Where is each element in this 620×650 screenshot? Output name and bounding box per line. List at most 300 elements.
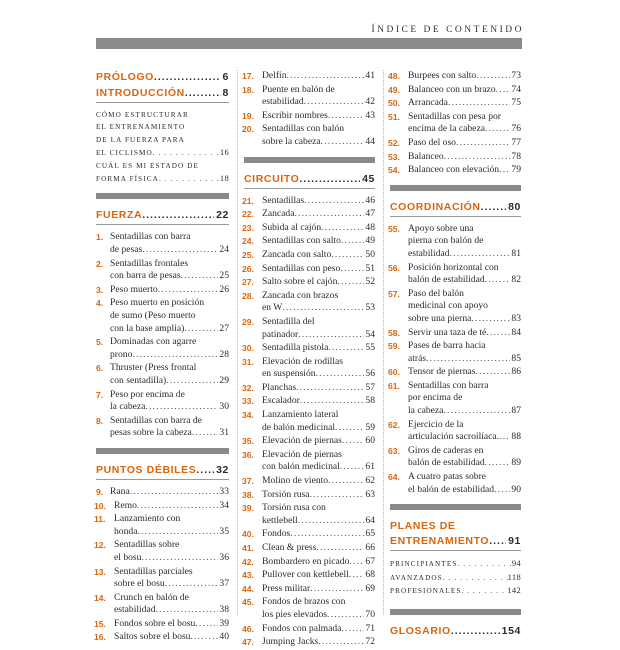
entry-page: 53 [365, 302, 375, 314]
entry-page: 55 [365, 342, 375, 354]
entry-page: 73 [511, 70, 521, 81]
entry-page: 88 [511, 431, 521, 443]
entry-page: 67 [365, 555, 375, 567]
entry-page: 90 [511, 483, 521, 495]
entry-title: Pases de barra hacia [408, 340, 486, 352]
entry-number: 17. [242, 71, 254, 81]
toc-entry[interactable] [390, 445, 521, 470]
entry-title: estabilidad [114, 604, 156, 616]
section-glosario[interactable] [390, 624, 521, 640]
toc-entry[interactable] [244, 70, 375, 83]
entry-title: Giros de caderas en [408, 444, 484, 456]
header-bar [96, 38, 522, 49]
section-fuerza[interactable] [96, 208, 229, 225]
entry-number: 14. [94, 592, 106, 603]
toc-entry[interactable] [244, 208, 375, 221]
entry-number: 47. [242, 637, 254, 648]
section-coordinacion[interactable] [390, 200, 521, 217]
circuito-list-cont [390, 70, 521, 177]
section-title: PUNTOS DÉBILES [96, 463, 197, 476]
entry-title: Zancada [262, 208, 295, 220]
entry-page: 69 [365, 582, 375, 594]
sub-entry[interactable] [96, 134, 229, 146]
entry-page: 38 [219, 604, 229, 616]
entry-page: 49 [365, 235, 375, 247]
toc-entry[interactable] [390, 471, 521, 496]
sub-entry[interactable] [96, 121, 229, 133]
entry-title: Lanzamiento lateral [262, 409, 339, 421]
toc-entry[interactable] [390, 366, 521, 379]
entry-number: 29. [242, 316, 254, 327]
toc-entry[interactable] [390, 151, 521, 164]
entry-number: 12. [94, 540, 106, 551]
entry-number: 11. [94, 514, 106, 525]
toc-entry[interactable] [244, 556, 375, 569]
sub-entry-title: CÓMO ESTRUCTURAR [96, 111, 189, 119]
entry-title: Sentadillas con balón [262, 123, 345, 135]
entry-page: 26 [219, 283, 229, 295]
toc-entry[interactable] [244, 249, 375, 262]
entry-number: 48. [388, 71, 400, 81]
toc-entry[interactable] [244, 409, 375, 434]
entry-title: articulación sacroilíaca. [408, 431, 500, 443]
entry-title: atrás [408, 352, 427, 364]
section-title: COORDINACIÓN [390, 200, 481, 213]
section-page: 6 [222, 71, 229, 83]
toc-entry[interactable] [244, 502, 375, 527]
entry-number: 40. [242, 529, 254, 540]
section-puntos-debiles[interactable] [96, 463, 229, 480]
entry-title: Fondos con palmada [262, 622, 342, 634]
toc-entry[interactable] [96, 631, 229, 644]
entry-page: 59 [365, 421, 375, 433]
toc-entry[interactable] [244, 222, 375, 235]
toc-entry[interactable] [390, 288, 521, 326]
toc-entry[interactable] [244, 542, 375, 555]
entry-number: 16. [94, 632, 106, 643]
entry-page: 62 [365, 475, 375, 487]
entry-number: 20. [242, 124, 254, 135]
sub-entry[interactable] [96, 109, 229, 121]
entry-title: Sentadilla pistola [262, 342, 329, 354]
toc-entry[interactable] [244, 636, 375, 649]
entry-page: 39 [219, 617, 229, 629]
entry-page: 35 [219, 525, 229, 537]
sub-entry[interactable] [96, 146, 229, 159]
entry-title: Press militar [262, 582, 311, 594]
toc-entry[interactable] [244, 528, 375, 541]
entry-page: 81 [511, 247, 521, 259]
entry-number: 44. [242, 583, 254, 594]
section-separator [244, 157, 375, 163]
entry-title: Peso muerto en posición [110, 297, 205, 309]
entry-title: Planchas [262, 381, 297, 393]
entry-title: Elevación de piernas [262, 435, 342, 447]
entry-number: 5. [96, 337, 104, 348]
toc-entry[interactable] [96, 231, 229, 256]
entry-page: 84 [511, 326, 521, 338]
entry-number: 62. [388, 419, 400, 430]
sub-entry[interactable] [390, 584, 521, 597]
section-prologo[interactable] [96, 70, 229, 86]
entry-title: Paso del balón [408, 287, 464, 299]
intro-sublist [96, 109, 229, 185]
entry-number: 54. [388, 165, 400, 176]
toc-entry[interactable] [96, 415, 229, 440]
entry-title: con sentadilla) [110, 374, 167, 386]
entry-page: 47 [365, 208, 375, 220]
entry-title: Sentadillas [262, 194, 305, 206]
entry-page: 76 [511, 123, 521, 135]
entry-number: 60. [388, 367, 400, 378]
section-title: INTRODUCCIÓN [96, 87, 185, 99]
entry-title: Jumping Jacks [262, 636, 319, 648]
entry-page: 70 [365, 608, 375, 620]
entry-page: 72 [365, 636, 375, 648]
entry-title: balón de estabilidad [408, 457, 485, 469]
entry-page: 40 [219, 631, 229, 643]
entry-page: 54 [365, 328, 375, 340]
section-separator [96, 193, 229, 199]
entry-page: 68 [365, 569, 375, 581]
toc-entry[interactable] [244, 276, 375, 289]
section-title: FUERZA [96, 209, 143, 222]
sub-entry-page: 142 [507, 585, 521, 596]
section-title: CIRCUITO [244, 172, 300, 185]
sub-entry-title: EL ENTRENAMIENTO [96, 123, 186, 132]
entry-page: 66 [365, 542, 375, 553]
entry-title: Torsión rusa con [262, 502, 326, 514]
toc-column-2 [244, 70, 375, 650]
sub-entry-page: 94 [511, 558, 521, 569]
entry-title: pesas sobre la cabeza [110, 427, 192, 439]
entry-title: pierna con balón de [408, 235, 484, 247]
toc-entry[interactable] [244, 583, 375, 596]
entry-title: Balanceo [408, 150, 444, 162]
page-header: ÍNDICE DE CONTENIDO [371, 25, 524, 35]
toc-entry[interactable] [244, 123, 375, 148]
toc-entry[interactable] [244, 475, 375, 488]
entry-page: 30 [219, 401, 229, 413]
entry-number: 37. [242, 476, 254, 487]
entry-number: 1. [96, 232, 104, 243]
entry-number: 9. [96, 486, 104, 497]
entry-number: 25. [242, 249, 254, 260]
toc-entry[interactable] [390, 164, 521, 177]
entry-title: Peso muerto [110, 283, 158, 295]
entry-title: de balón medicinal [262, 421, 335, 433]
toc-entry[interactable] [390, 340, 521, 365]
entry-number: 23. [242, 222, 254, 233]
entry-number: 30. [242, 343, 254, 354]
toc-entry[interactable] [244, 623, 375, 636]
sub-entry-page: 16 [219, 147, 229, 158]
entry-page: 33 [219, 485, 229, 497]
entry-page: 60 [365, 435, 375, 447]
entry-title: Remo [114, 499, 137, 511]
entry-title: encima de la cabeza [408, 123, 485, 135]
entry-page: 61 [365, 461, 375, 473]
entry-title: Sentadillas con barra [408, 379, 489, 391]
entry-page: 43 [365, 109, 375, 121]
section-page: 80 [508, 200, 521, 213]
entry-number: 42. [242, 556, 254, 567]
entry-title: Thruster (Press frontal [110, 362, 197, 374]
entry-title: Fondos de brazos con [262, 596, 346, 608]
entry-page: 28 [219, 348, 229, 360]
sub-entry[interactable] [390, 571, 521, 584]
entry-number: 21. [242, 195, 254, 206]
entry-title: Servir una taza de té [408, 326, 487, 338]
sub-entry[interactable] [390, 557, 521, 570]
entry-page: 83 [511, 312, 521, 324]
entry-title: Delfín [262, 70, 287, 81]
entry-title: A cuatro patas sobre [408, 471, 487, 483]
entry-title: Sentadillas con salto [262, 235, 341, 247]
toc-entry[interactable] [96, 297, 229, 335]
entry-number: 52. [388, 137, 400, 148]
entry-title: Tensor de piernas [408, 366, 476, 378]
sub-entry-page: 18 [219, 173, 229, 184]
sub-entry[interactable] [96, 160, 229, 172]
toc-entry[interactable] [390, 380, 521, 418]
toc-entry[interactable] [244, 382, 375, 395]
entry-number: 64. [388, 472, 400, 483]
entry-title: Pullover con kettlebell [262, 569, 349, 581]
toc-entry[interactable] [244, 84, 375, 109]
toc-entry[interactable] [244, 449, 375, 474]
entry-title: Subida al cajón [262, 221, 322, 233]
entry-number: 49. [388, 84, 400, 95]
entry-page: 57 [365, 381, 375, 393]
sub-entry-title: EL CICLISMO [96, 149, 153, 158]
section-planes[interactable] [390, 519, 521, 551]
entry-number: 38. [242, 489, 254, 500]
entry-number: 39. [242, 503, 254, 514]
entry-page: 86 [511, 366, 521, 378]
entry-page: 71 [365, 622, 375, 634]
toc-entry[interactable] [96, 258, 229, 283]
section-separator [96, 448, 229, 454]
toc-entry[interactable] [244, 263, 375, 276]
toc-entry[interactable] [244, 235, 375, 248]
entry-title: los pies elevados [262, 608, 328, 620]
section-title: GLOSARIO [390, 625, 451, 638]
toc-column-3 [390, 70, 521, 640]
entry-title: sobre una pierna [408, 312, 472, 324]
toc-entry[interactable] [390, 97, 521, 110]
entry-number: 41. [242, 543, 254, 553]
section-separator [390, 504, 521, 510]
fuerza-list [96, 231, 229, 440]
entry-page: 65 [365, 528, 375, 540]
entry-page: 56 [365, 368, 375, 380]
entry-title: Rana [110, 485, 130, 497]
entry-title: de pesas [110, 244, 143, 256]
entry-number: 2. [96, 258, 104, 269]
entry-number: 63. [388, 445, 400, 456]
toc-entry[interactable] [96, 618, 229, 631]
toc-entry[interactable] [244, 316, 375, 341]
entry-number: 35. [242, 436, 254, 447]
toc-column-1 [96, 70, 229, 645]
entry-page: 78 [511, 150, 521, 162]
entry-title: sobre la cabeza [262, 135, 321, 147]
toc-entry[interactable] [96, 362, 229, 387]
entry-title: Torsión rusa [262, 488, 310, 500]
entry-title: estabilidad [408, 247, 450, 259]
section-introduccion[interactable] [96, 86, 229, 103]
entry-title: Escalador [262, 395, 300, 407]
toc-entry[interactable] [244, 435, 375, 448]
toc-entry[interactable] [96, 513, 229, 538]
entry-page: 58 [365, 395, 375, 407]
sub-entry[interactable] [96, 172, 229, 185]
toc-entry[interactable] [390, 137, 521, 150]
entry-page: 89 [511, 457, 521, 469]
section-page: 32 [216, 463, 229, 476]
entry-number: 56. [388, 262, 400, 273]
entry-number: 19. [242, 110, 254, 121]
toc-entry[interactable] [390, 70, 521, 83]
toc-entry[interactable] [390, 223, 521, 261]
entry-title: Zancada con brazos [262, 289, 339, 301]
entry-title: en suspensión [262, 368, 316, 380]
entry-title: Zancada con salto [262, 248, 332, 260]
entry-title: medicinal con apoyo [408, 300, 488, 312]
toc-entry[interactable] [390, 84, 521, 97]
entry-page: 82 [511, 274, 521, 286]
toc-entry[interactable] [244, 489, 375, 502]
entry-title: la cabeza [110, 401, 146, 413]
toc-entry[interactable] [96, 336, 229, 361]
entry-title: Fondos [262, 528, 291, 540]
entry-title: Sentadilla del [262, 315, 315, 327]
entry-title: Apoyo sobre una [408, 222, 474, 234]
entry-title: el bosu [114, 551, 142, 563]
section-title: PLANES DE [390, 520, 456, 533]
toc-entry[interactable] [244, 290, 375, 315]
entry-title: Saltos sobre el bosu [114, 631, 191, 643]
entry-title: patinador [262, 328, 299, 340]
column-divider [237, 70, 238, 615]
entry-page: 85 [511, 352, 521, 364]
entry-page: 51 [365, 262, 375, 274]
entry-title: Ejercicio de la [408, 418, 464, 430]
entry-number: 13. [94, 566, 106, 577]
entry-title: Fondos sobre el bosu [114, 617, 196, 629]
entry-title: en W [262, 302, 283, 314]
section-page: 45 [362, 172, 375, 185]
toc-entry[interactable] [96, 486, 229, 499]
coordinacion-list [390, 223, 521, 496]
entry-title: con la base amplia) [110, 322, 185, 334]
entry-page: 41 [365, 70, 375, 81]
entry-number: 31. [242, 356, 254, 367]
entry-number: 3. [96, 284, 104, 295]
section-title: ENTRENAMIENTO [390, 535, 490, 548]
entry-page: 46 [365, 194, 375, 206]
entry-number: 55. [388, 223, 400, 234]
entry-title: Clean & press [262, 542, 317, 553]
entry-title: sobre el bosu [114, 578, 165, 590]
entry-title: Dominadas con agarre [110, 336, 197, 348]
entry-number: 10. [94, 500, 106, 511]
section-separator [390, 185, 521, 191]
toc-entry[interactable] [244, 569, 375, 582]
circuito-list [244, 195, 375, 649]
entry-number: 22. [242, 209, 254, 220]
entry-title: Salto sobre el cajón [262, 276, 338, 288]
entry-number: 43. [242, 570, 254, 581]
entry-page: 24 [219, 244, 229, 256]
entry-page: 36 [219, 551, 229, 563]
sub-entry-page: 118 [507, 571, 521, 582]
sub-entry-title: CUÁL ES MI ESTADO DE [96, 161, 200, 170]
entry-number: 58. [388, 327, 400, 338]
toc-entry[interactable] [390, 111, 521, 136]
toc-entry[interactable] [96, 500, 229, 513]
entry-title: Posición horizontal con [408, 261, 499, 273]
toc-entry[interactable] [96, 566, 229, 591]
entry-number: 34. [242, 410, 254, 421]
toc-entry[interactable] [244, 110, 375, 123]
entry-title: Crunch en balón de [114, 591, 189, 603]
entry-title: Escribir nombres [262, 109, 328, 121]
entry-page: 42 [365, 96, 375, 108]
entry-number: 32. [242, 382, 254, 393]
entry-title: Sentadillas con barra de [110, 414, 202, 426]
entry-page: 50 [365, 248, 375, 260]
entry-page: 25 [219, 270, 229, 282]
toc-entry[interactable] [390, 419, 521, 444]
toc-entry[interactable] [390, 327, 521, 340]
entry-title: Bombardero en picado [262, 555, 350, 567]
entry-title: de sumo (Peso muerto [110, 310, 196, 321]
entry-page: 77 [511, 136, 521, 148]
toc-entry[interactable] [244, 342, 375, 355]
entry-page: 29 [219, 374, 229, 386]
toc-entry[interactable] [244, 395, 375, 408]
toc-entry[interactable] [390, 262, 521, 287]
puntos-debiles-list [96, 486, 229, 644]
entry-title: Peso por encima de [110, 388, 185, 400]
entry-number: 33. [242, 396, 254, 407]
entry-page: 75 [511, 97, 521, 109]
toc-entry[interactable] [244, 195, 375, 208]
toc-entry[interactable] [244, 596, 375, 621]
entry-title: Sentadillas con pesa por [408, 110, 501, 122]
entry-title: balón de estabilidad [408, 274, 485, 286]
entry-title: Elevación de rodillas [262, 355, 343, 367]
entry-title: el balón de estabilidad [408, 483, 495, 495]
entry-number: 27. [242, 277, 254, 288]
entry-number: 28. [242, 290, 254, 301]
planes-sublist [390, 557, 521, 597]
entry-page: 74 [511, 83, 521, 95]
entry-page: 87 [511, 405, 521, 417]
toc-entry[interactable] [96, 389, 229, 414]
entry-number: 50. [388, 98, 400, 109]
section-page: 154 [501, 625, 521, 638]
entry-page: 48 [365, 221, 375, 233]
section-circuito[interactable] [244, 172, 375, 189]
toc-entry[interactable] [244, 356, 375, 381]
toc-entry[interactable] [96, 539, 229, 564]
toc-entry[interactable] [96, 592, 229, 617]
section-page: 91 [508, 535, 521, 548]
toc-entry[interactable] [96, 284, 229, 297]
